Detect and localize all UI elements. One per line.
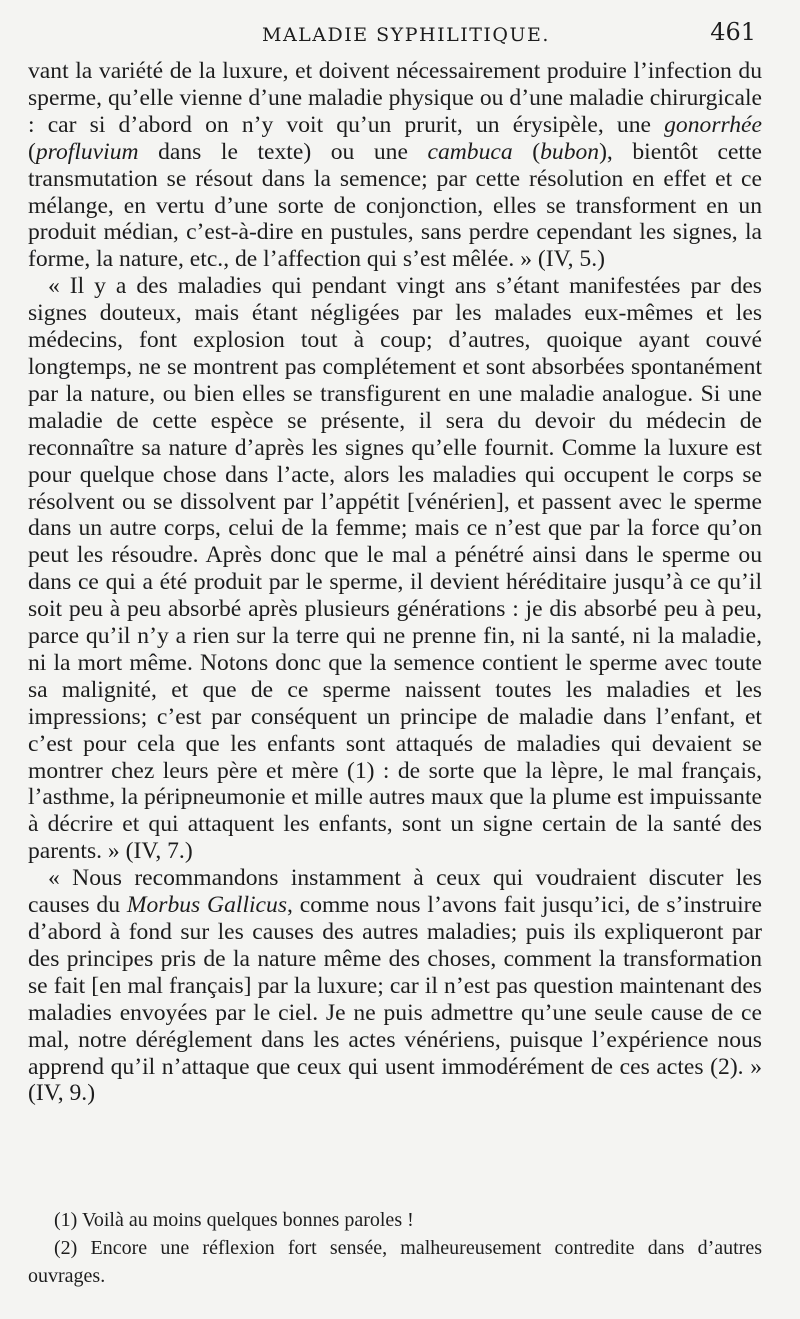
- footnote-2: (2) Encore une réflexion fort sensée, malheureusement contredite dans d’autres ouvrages.: [28, 1237, 762, 1287]
- footnotes: [28, 1206, 762, 1290]
- paragraph-3-text-a: « Nous recommandons instamment à ceux qui voudraient discuter les causes du: [28, 865, 762, 919]
- term-cambuca: cambuca: [427, 138, 513, 165]
- paragraph-1-text-g: (: [512, 138, 541, 165]
- paragraph-1-text-a: vant la variété de la luxure, et doivent nécessairement produire l’infection du sperme, qu’elle vienne d’une maladie physique ou d’une maladie chirurgicale : car si d’abord on n’y voit qu’un prurit, un érysipèle, une: [28, 58, 762, 138]
- term-morbus-gallicus: Morbus Gallicus: [126, 892, 288, 919]
- paragraph-1-text-c: (: [28, 138, 36, 165]
- page-number: 461: [710, 18, 756, 46]
- paragraph-1: [28, 58, 762, 273]
- term-profluvium: profluvium: [35, 138, 139, 165]
- term-bubon: bubon: [540, 138, 600, 165]
- term-gonorrhee: gonorrhée: [664, 111, 762, 138]
- footnote-1: (1) Voilà au moins quelques bonnes paroles !: [54, 1209, 414, 1231]
- paragraph-3: [28, 865, 762, 1107]
- paragraph-3-text-c: , comme nous l’avons fait jusqu’ici, de s’instruire d’abord à fond sur les causes des autres maladies; puis ils expliqueront par des principes pris de la nature même des choses, comment la transformation se fait [en mal français] par la luxure; car il n’est pas question maintenant des maladies envoyées par le ciel. Je ne puis admettre qu’une seule cause de ce mal, notre déréglement dans les actes vénériens, puisque l’expérience nous apprend qu’il n’attaque que ceux qui usent immodérément de ces actes (2). » (IV, 9.): [28, 892, 763, 1107]
- paragraph-1-text-e: dans le texte) ou une: [138, 138, 428, 165]
- paragraph-2: « Il y a des maladies qui pendant vingt ans s’étant manifestées par des signes douteux, mais étant négligées par les malades eux-mêmes et les médecins, font explosion tout à coup; d’autres, quoique ayant couvé longtemps, ne se montrent pas complétement et sont absorbées spontanément par la nature, ou bien elles se transfigurent en une maladie analogue. Si une maladie de cette espèce se présente, il sera du devoir du médecin de reconnaître sa nature d’après les signes qu’elle fournit. Comme la luxure est pour quelque chose dans l’acte, alors les maladies qui occupent le corps se résolvent ou se dissolvent par l’appétit [vénérien], et passent avec le sperme dans un autre corps, celui de la femme; mais ce n’est que par la force qu’on peut les résoudre. Après donc que le mal a pénétré ainsi dans le sperme ou dans ce qui a été produit par le sperme, il devient héréditaire jusqu’à ce qu’il soit peu à peu absorbé après plusieurs générations : je dis absorbé peu à peu, parce qu’il n’y a rien sur la terre qui ne prenne fin, ni la santé, ni la maladie, ni la mort même. Notons donc que la semence contient le sperme avec toute sa malignité, et que de ce sperme naissent toutes les maladies et les impressions; c’est par conséquent un principe de maladie dans l’enfant, et c’est pour cela que les enfants sont attaqués de maladies qui devaient se montrer chez leurs père et mère (1) : de sorte que la lèpre, le mal français, l’asthme, la péripneumonie et mille autres maux que la plume est impuissante à décrire et qui attaquent les enfants, sont un signe certain de la santé des parents. » (IV, 7.): [28, 273, 762, 865]
- running-title: MALADIE SYPHILITIQUE.: [262, 24, 550, 46]
- paragraph-1-text-i: ), bientôt cette transmutation se résout dans la semence; par cette résolution en effet et ce mélange, en vertu d’une sorte de conjonction, elles se transforment en un produit médian, c’est-à-dire en pustules, sans perdre cependant les signes, la forme, la nature, etc., de l’affection qui s’est mêlée. » (IV, 5.): [28, 138, 762, 273]
- body-text: [28, 58, 762, 1107]
- running-head: [0, 18, 800, 48]
